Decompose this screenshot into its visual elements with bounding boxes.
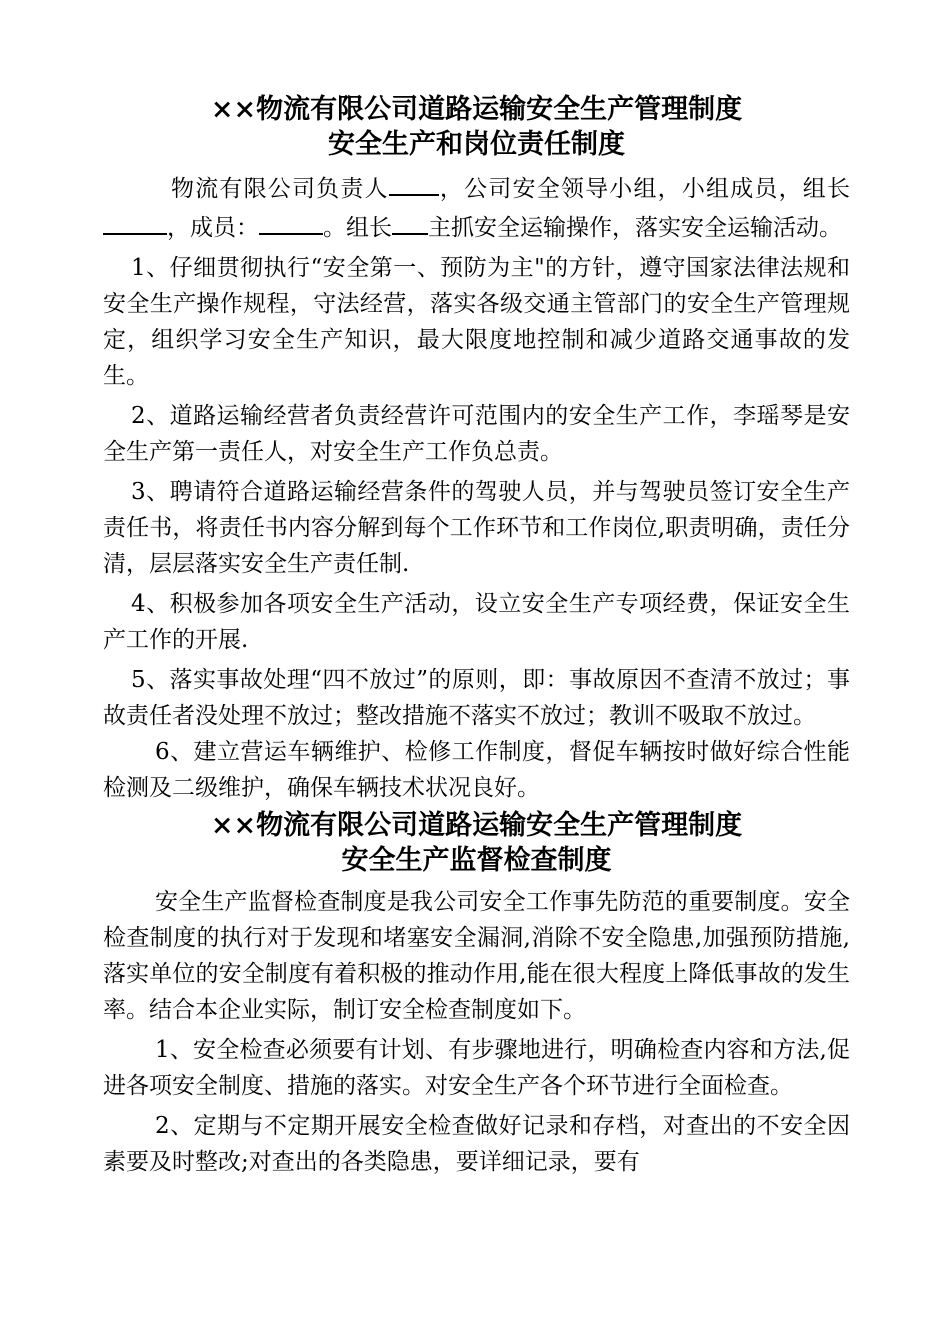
list-item: 1、安全检查必须要有计划、有步骤地进行，明确检查内容和方法,促进各项安全制度、措施的落实。对安全生产各个环节进行全面检查。 xyxy=(103,1037,850,1099)
intro-text: 物流有限公司负责人 xyxy=(171,176,389,202)
intro-text: 主抓安全运输操作，落实安全运输活动。 xyxy=(428,215,842,241)
document-title: ××物流有限公司道路运输安全生产管理制度 xyxy=(210,810,743,841)
intro-text: ，公司安全领导小组，小组成员，组长 xyxy=(438,176,851,202)
blank-field xyxy=(389,168,439,196)
list-item: 4、积极参加各项安全生产活动，设立安全生产专项经费，保证安全生产工作的开展. xyxy=(103,591,850,653)
list-item: 2、道路运输经营者负责经营许可范围内的安全生产工作，李瑶琴是安全生产第一责任人，对安全生产工作负总责。 xyxy=(103,403,850,465)
intro-paragraph xyxy=(103,168,850,246)
intro-paragraph: 安全生产监督检查制度是我公司安全工作事先防范的重要制度。安全检查制度的执行对于发现和堵塞安全漏洞,消除不安全隐患,加强预防措施,落实单位的安全制度有着积极的推动作用,能在很大程度上降低事故的发生率。结合本企业实际，制订安全检查制度如下。 xyxy=(103,889,850,1023)
blank-field xyxy=(103,207,167,235)
section-heading: 安全生产和岗位责任制度 xyxy=(328,129,625,160)
section-inspection xyxy=(103,808,850,1180)
intro-text: 。组长 xyxy=(323,215,392,241)
list-item: 2、定期与不定期开展安全检查做好记录和存档，对查出的不安全因素要及时整改;对查出的各类隐患，要详细记录，要有 xyxy=(103,1113,850,1175)
list-item: 1、仔细贯彻执行“安全第一、预防为主"的方针，遵守国家法律法规和安全生产操作规程，守法经营，落实各级交通主管部门的安全生产管理规定，组织学习安全生产知识，最大限度地控制和减少道路交通事故的发生。 xyxy=(103,255,850,389)
list-item: 5、落实事故处理“四不放过”的原则，即：事故原因不查清不放过；事故责任者没处理不放过；整改措施不落实不放过；教训不吸取不放过。 xyxy=(103,667,850,729)
blank-field xyxy=(259,207,323,235)
section-heading: 安全生产监督检查制度 xyxy=(341,845,612,876)
section-responsibility xyxy=(103,92,850,806)
list-item: 3、聘请符合道路运输经营条件的驾驶人员，并与驾驶员签订安全生产责任书，将责任书内容分解到每个工作环节和工作岗位,职责明确，责任分清，层层落实安全生产责任制. xyxy=(103,479,850,577)
list-item: 6、建立营运车辆维护、检修工作制度，督促车辆按时做好综合性能检测及二级维护，确保车辆技术状况良好。 xyxy=(103,739,850,801)
blank-field xyxy=(392,207,428,235)
intro-text: ，成员： xyxy=(167,215,259,241)
document-title: ××物流有限公司道路运输安全生产管理制度 xyxy=(210,94,743,125)
document-page xyxy=(103,92,850,1180)
